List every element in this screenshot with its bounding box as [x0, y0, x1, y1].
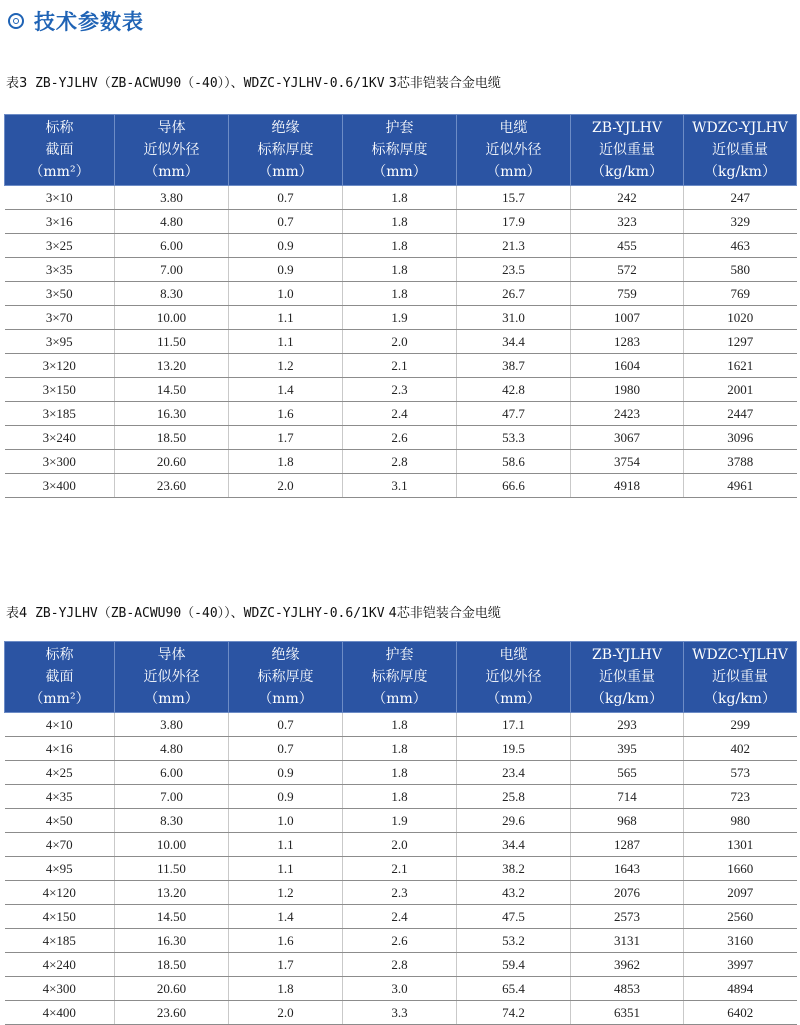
- table-cell: 4894: [684, 977, 797, 1001]
- table-cell: 4×185: [5, 929, 115, 953]
- header-line: WDZC-YJLHV: [692, 120, 788, 136]
- table-cell: 2097: [684, 881, 797, 905]
- column-header: [457, 642, 571, 713]
- table-cell: 2.8: [343, 450, 457, 474]
- table-cell: 968: [571, 809, 684, 833]
- column-header: [343, 115, 457, 186]
- table-cell: 3×25: [5, 234, 115, 258]
- table-row: [5, 953, 797, 977]
- header-line: ZB-YJLHV: [592, 120, 662, 136]
- table-cell: 11.50: [115, 330, 229, 354]
- table-row: [5, 402, 797, 426]
- table-cell: 14.50: [115, 378, 229, 402]
- table-cell: 1.6: [229, 929, 343, 953]
- table-cell: 17.9: [457, 210, 571, 234]
- header-line: ZB-YJLHV: [592, 647, 662, 663]
- header-line: 护套: [385, 647, 414, 663]
- header-line: 电缆: [499, 647, 528, 663]
- table-cell: 19.5: [457, 737, 571, 761]
- table-cell: 1.1: [229, 306, 343, 330]
- table-cell: 17.1: [457, 713, 571, 737]
- table-cell: 2.0: [343, 330, 457, 354]
- table3-caption-prefix: 表3: [6, 76, 28, 91]
- header-line: （kg/km）: [704, 164, 776, 180]
- table-cell: 4×120: [5, 881, 115, 905]
- table-cell: 2.3: [343, 378, 457, 402]
- table-cell: 23.60: [115, 1001, 229, 1025]
- table-cell: 4×95: [5, 857, 115, 881]
- table-cell: 25.8: [457, 785, 571, 809]
- table-cell: 4×10: [5, 713, 115, 737]
- table-cell: 1283: [571, 330, 684, 354]
- table-cell: 2.6: [343, 929, 457, 953]
- table-cell: 29.6: [457, 809, 571, 833]
- table-cell: 3131: [571, 929, 684, 953]
- header-row: [5, 642, 797, 713]
- table-cell: 53.2: [457, 929, 571, 953]
- header-line: （mm）: [144, 164, 199, 180]
- table-cell: 1604: [571, 354, 684, 378]
- table-cell: 3×240: [5, 426, 115, 450]
- table-cell: 4.80: [115, 210, 229, 234]
- header-line: （mm²）: [29, 691, 90, 707]
- table-cell: 26.7: [457, 282, 571, 306]
- table-cell: 3.80: [115, 713, 229, 737]
- table-cell: 293: [571, 713, 684, 737]
- header-line: 标称: [45, 120, 74, 136]
- table-row: [5, 905, 797, 929]
- table-cell: 4×240: [5, 953, 115, 977]
- table-cell: 299: [684, 713, 797, 737]
- table-cell: 1.8: [343, 186, 457, 210]
- table-cell: 3×300: [5, 450, 115, 474]
- table-cell: 1.2: [229, 881, 343, 905]
- header-line: 标称: [45, 647, 74, 663]
- column-header: [229, 642, 343, 713]
- table-cell: 3×70: [5, 306, 115, 330]
- table-cell: 1.8: [229, 977, 343, 1001]
- table-row: [5, 929, 797, 953]
- table-cell: 38.2: [457, 857, 571, 881]
- section-header: [8, 6, 144, 36]
- header-line: （mm）: [486, 164, 541, 180]
- table-cell: 980: [684, 809, 797, 833]
- table-cell: 13.20: [115, 354, 229, 378]
- table-cell: 4×400: [5, 1001, 115, 1025]
- header-line: WDZC-YJLHV: [692, 647, 788, 663]
- table-row: [5, 450, 797, 474]
- header-line: （kg/km）: [591, 691, 663, 707]
- table-cell: 23.4: [457, 761, 571, 785]
- table-cell: 1.8: [229, 450, 343, 474]
- table-cell: 43.2: [457, 881, 571, 905]
- table-cell: 3.3: [343, 1001, 457, 1025]
- table3-caption-name: 3芯非铠装合金电缆: [384, 76, 501, 91]
- table-cell: 15.7: [457, 186, 571, 210]
- header-line: 标称厚度: [371, 669, 428, 685]
- table-row: [5, 426, 797, 450]
- table-cell: 395: [571, 737, 684, 761]
- table4-caption-prefix: 表4: [6, 606, 28, 621]
- table-cell: 4×35: [5, 785, 115, 809]
- table-cell: 6.00: [115, 234, 229, 258]
- table-cell: 10.00: [115, 306, 229, 330]
- table-cell: 1.1: [229, 857, 343, 881]
- table-cell: 1301: [684, 833, 797, 857]
- table-cell: 3×400: [5, 474, 115, 498]
- header-line: 标称厚度: [257, 669, 314, 685]
- table-cell: 2423: [571, 402, 684, 426]
- table-cell: 714: [571, 785, 684, 809]
- table-row: [5, 737, 797, 761]
- table-cell: 572: [571, 258, 684, 282]
- table-cell: 2447: [684, 402, 797, 426]
- table-cell: 1.7: [229, 953, 343, 977]
- table-cell: 0.7: [229, 186, 343, 210]
- table-row: [5, 761, 797, 785]
- table-cell: 65.4: [457, 977, 571, 1001]
- table-cell: 2573: [571, 905, 684, 929]
- table-cell: 20.60: [115, 977, 229, 1001]
- table-cell: 0.7: [229, 713, 343, 737]
- table-cell: 8.30: [115, 282, 229, 306]
- table-cell: 3×35: [5, 258, 115, 282]
- table-cell: 14.50: [115, 905, 229, 929]
- table-cell: 4.80: [115, 737, 229, 761]
- table-row: [5, 378, 797, 402]
- table-row: [5, 258, 797, 282]
- table4-caption: [6, 602, 501, 621]
- table-cell: 1.8: [343, 785, 457, 809]
- table-cell: 18.50: [115, 426, 229, 450]
- table-cell: 6402: [684, 1001, 797, 1025]
- table-cell: 3788: [684, 450, 797, 474]
- table-row: [5, 210, 797, 234]
- table-cell: 18.50: [115, 953, 229, 977]
- table4-spec-table: [4, 641, 797, 1025]
- table-cell: 3×120: [5, 354, 115, 378]
- table-row: [5, 186, 797, 210]
- table-cell: 2.4: [343, 905, 457, 929]
- table-cell: 7.00: [115, 258, 229, 282]
- table-cell: 565: [571, 761, 684, 785]
- table-cell: 0.9: [229, 761, 343, 785]
- table-cell: 2.8: [343, 953, 457, 977]
- table-cell: 2.6: [343, 426, 457, 450]
- column-header: [571, 115, 684, 186]
- column-header: [571, 642, 684, 713]
- table4-caption-name: 4芯非铠装合金电缆: [384, 606, 501, 621]
- table-row: [5, 833, 797, 857]
- table-cell: 1660: [684, 857, 797, 881]
- table-cell: 31.0: [457, 306, 571, 330]
- table-cell: 329: [684, 210, 797, 234]
- table-cell: 1.9: [343, 809, 457, 833]
- table-cell: 1.0: [229, 282, 343, 306]
- table-cell: 23.60: [115, 474, 229, 498]
- table-cell: 47.7: [457, 402, 571, 426]
- table-cell: 2.0: [343, 833, 457, 857]
- table-row: [5, 474, 797, 498]
- table3-body: [5, 186, 797, 498]
- table-cell: 34.4: [457, 833, 571, 857]
- table-cell: 4961: [684, 474, 797, 498]
- column-header: [457, 115, 571, 186]
- table-cell: 34.4: [457, 330, 571, 354]
- header-line: 近似重量: [712, 669, 768, 685]
- table-cell: 1980: [571, 378, 684, 402]
- table-cell: 4×50: [5, 809, 115, 833]
- column-header: [5, 642, 115, 713]
- column-header: [229, 115, 343, 186]
- table4-header: [5, 642, 797, 713]
- header-line: 截面: [45, 142, 74, 158]
- table-cell: 2.1: [343, 857, 457, 881]
- table-cell: 1.8: [343, 282, 457, 306]
- table-cell: 0.9: [229, 785, 343, 809]
- table-row: [5, 809, 797, 833]
- table-cell: 53.3: [457, 426, 571, 450]
- table-cell: 1.6: [229, 402, 343, 426]
- header-line: 绝缘: [271, 647, 300, 663]
- table-cell: 38.7: [457, 354, 571, 378]
- header-line: 护套: [385, 120, 414, 136]
- table-cell: 2076: [571, 881, 684, 905]
- table-cell: 1.8: [343, 737, 457, 761]
- table-cell: 463: [684, 234, 797, 258]
- table-cell: 66.6: [457, 474, 571, 498]
- table-cell: 1020: [684, 306, 797, 330]
- table-cell: 8.30: [115, 809, 229, 833]
- table-cell: 1.9: [343, 306, 457, 330]
- table-cell: 42.8: [457, 378, 571, 402]
- table3-spec-table: [4, 114, 797, 498]
- table-cell: 242: [571, 186, 684, 210]
- table-cell: 4×70: [5, 833, 115, 857]
- header-line: 导体: [157, 120, 186, 136]
- header-line: （mm²）: [29, 164, 90, 180]
- table-cell: 3×185: [5, 402, 115, 426]
- table-cell: 3.80: [115, 186, 229, 210]
- header-line: 标称厚度: [371, 142, 428, 158]
- table-row: [5, 857, 797, 881]
- header-line: （mm）: [258, 164, 313, 180]
- table-cell: 1.8: [343, 210, 457, 234]
- table-cell: 769: [684, 282, 797, 306]
- table-cell: 1.8: [343, 713, 457, 737]
- table-cell: 1.4: [229, 378, 343, 402]
- table-cell: 4×300: [5, 977, 115, 1001]
- column-header: [115, 642, 229, 713]
- table-cell: 4918: [571, 474, 684, 498]
- table-cell: 2.4: [343, 402, 457, 426]
- header-line: 近似外径: [485, 142, 542, 158]
- table-cell: 3067: [571, 426, 684, 450]
- table-cell: 2.0: [229, 474, 343, 498]
- table-cell: 7.00: [115, 785, 229, 809]
- table-cell: 23.5: [457, 258, 571, 282]
- table-cell: 3997: [684, 953, 797, 977]
- table-cell: 3096: [684, 426, 797, 450]
- table-cell: 16.30: [115, 929, 229, 953]
- header-line: 近似重量: [712, 142, 768, 158]
- table-cell: 74.2: [457, 1001, 571, 1025]
- section-title: 技术参数表: [34, 10, 144, 34]
- target-circle-icon: [8, 13, 24, 29]
- table-cell: 4853: [571, 977, 684, 1001]
- column-header: [5, 115, 115, 186]
- table-cell: 1.8: [343, 258, 457, 282]
- table-cell: 3962: [571, 953, 684, 977]
- table-cell: 10.00: [115, 833, 229, 857]
- table-row: [5, 977, 797, 1001]
- table-cell: 6351: [571, 1001, 684, 1025]
- table-cell: 1.7: [229, 426, 343, 450]
- table-cell: 47.5: [457, 905, 571, 929]
- table-cell: 2.1: [343, 354, 457, 378]
- table-cell: 58.6: [457, 450, 571, 474]
- table-cell: 3×150: [5, 378, 115, 402]
- table-cell: 2001: [684, 378, 797, 402]
- table-cell: 11.50: [115, 857, 229, 881]
- table-row: [5, 306, 797, 330]
- header-line: 近似重量: [599, 142, 655, 158]
- table-cell: 723: [684, 785, 797, 809]
- column-header: [115, 115, 229, 186]
- table-row: [5, 330, 797, 354]
- header-line: 近似外径: [143, 669, 200, 685]
- table-cell: 3754: [571, 450, 684, 474]
- table-cell: 2.0: [229, 1001, 343, 1025]
- table-cell: 0.7: [229, 210, 343, 234]
- table-row: [5, 881, 797, 905]
- header-line: 电缆: [499, 120, 528, 136]
- table-cell: 0.9: [229, 234, 343, 258]
- table-cell: 759: [571, 282, 684, 306]
- header-line: 导体: [157, 647, 186, 663]
- table-cell: 1.1: [229, 833, 343, 857]
- table-cell: 3×50: [5, 282, 115, 306]
- table-cell: 2560: [684, 905, 797, 929]
- table-cell: 3160: [684, 929, 797, 953]
- table-cell: 59.4: [457, 953, 571, 977]
- table-cell: 1.8: [343, 761, 457, 785]
- column-header: [343, 642, 457, 713]
- header-line: （mm）: [144, 691, 199, 707]
- header-line: （kg/km）: [704, 691, 776, 707]
- header-line: （mm）: [372, 691, 427, 707]
- table-cell: 1.8: [343, 234, 457, 258]
- header-line: （mm）: [372, 164, 427, 180]
- table-cell: 402: [684, 737, 797, 761]
- table-cell: 1.4: [229, 905, 343, 929]
- table-cell: 455: [571, 234, 684, 258]
- table-cell: 4×16: [5, 737, 115, 761]
- table-cell: 1.1: [229, 330, 343, 354]
- table-cell: 580: [684, 258, 797, 282]
- table-row: [5, 354, 797, 378]
- table-row: [5, 234, 797, 258]
- table4-caption-code: ZB-YJLHV（ZB-ACWU90（-40））、WDZC-YJLHY-0.6/1KV: [27, 606, 385, 621]
- header-line: 截面: [45, 669, 74, 685]
- header-row: [5, 115, 797, 186]
- table-cell: 6.00: [115, 761, 229, 785]
- header-line: 近似重量: [599, 669, 655, 685]
- table3-caption-code: ZB-YJLHV（ZB-ACWU90（-40））、WDZC-YJLHV-0.6/1KV: [27, 76, 385, 91]
- table-cell: 16.30: [115, 402, 229, 426]
- header-line: 绝缘: [271, 120, 300, 136]
- table-cell: 1297: [684, 330, 797, 354]
- header-line: 近似外径: [143, 142, 200, 158]
- table-cell: 3×95: [5, 330, 115, 354]
- table-cell: 3.1: [343, 474, 457, 498]
- table-cell: 1643: [571, 857, 684, 881]
- table-cell: 573: [684, 761, 797, 785]
- table-cell: 0.7: [229, 737, 343, 761]
- table-cell: 1.0: [229, 809, 343, 833]
- table-cell: 3×16: [5, 210, 115, 234]
- table-cell: 1.2: [229, 354, 343, 378]
- table-cell: 1621: [684, 354, 797, 378]
- table-cell: 4×150: [5, 905, 115, 929]
- table-cell: 4×25: [5, 761, 115, 785]
- table-row: [5, 785, 797, 809]
- table-cell: 3×10: [5, 186, 115, 210]
- table-row: [5, 713, 797, 737]
- table-cell: 3.0: [343, 977, 457, 1001]
- table-cell: 0.9: [229, 258, 343, 282]
- table-row: [5, 282, 797, 306]
- table-row: [5, 1001, 797, 1025]
- table-cell: 1287: [571, 833, 684, 857]
- header-line: （mm）: [258, 691, 313, 707]
- table-cell: 21.3: [457, 234, 571, 258]
- header-line: 标称厚度: [257, 142, 314, 158]
- header-line: 近似外径: [485, 669, 542, 685]
- column-header: [684, 115, 797, 186]
- column-header: [684, 642, 797, 713]
- table-cell: 323: [571, 210, 684, 234]
- table4-body: [5, 713, 797, 1025]
- table-cell: 1007: [571, 306, 684, 330]
- table-cell: 247: [684, 186, 797, 210]
- table-cell: 20.60: [115, 450, 229, 474]
- table3-header: [5, 115, 797, 186]
- header-line: （kg/km）: [591, 164, 663, 180]
- header-line: （mm）: [486, 691, 541, 707]
- table3-caption: [6, 72, 501, 91]
- table-cell: 2.3: [343, 881, 457, 905]
- table-cell: 13.20: [115, 881, 229, 905]
